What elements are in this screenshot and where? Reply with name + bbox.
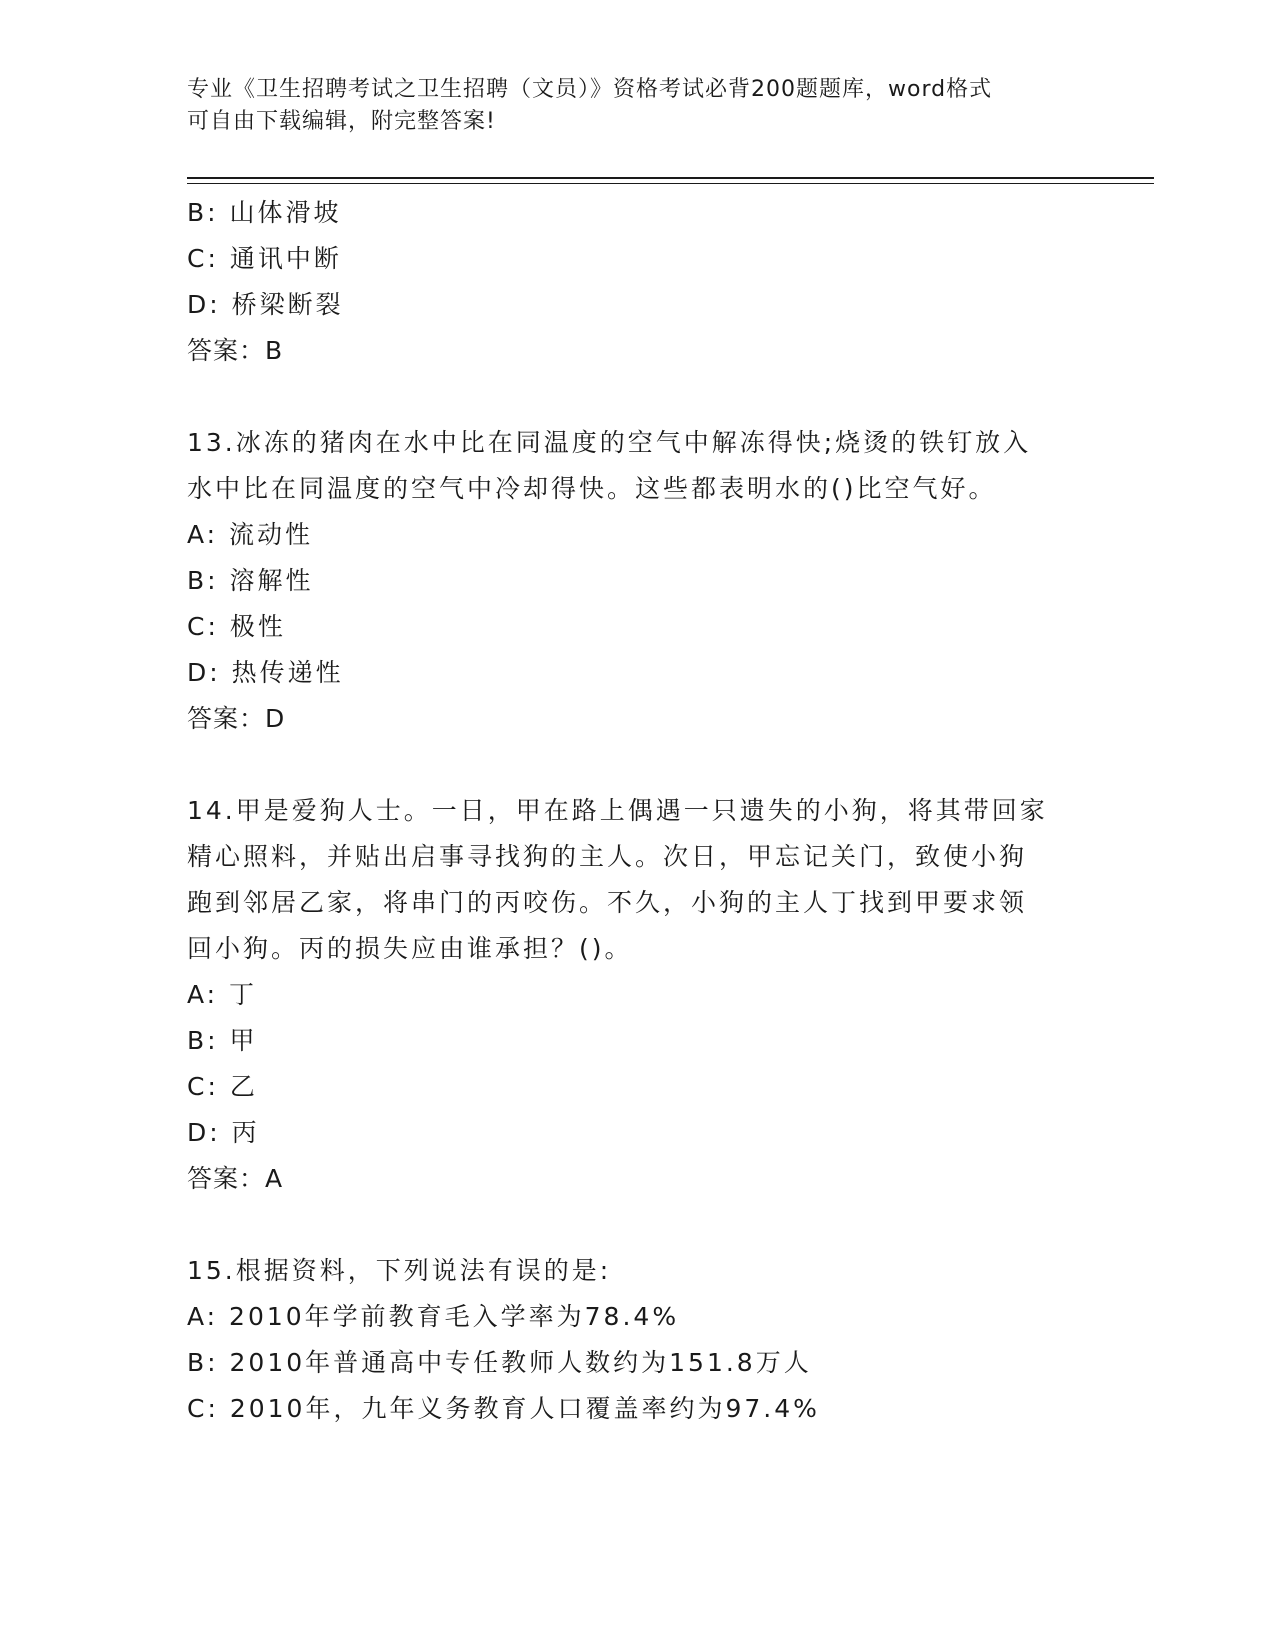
question-content <box>187 190 1087 1432</box>
option-c: C: 2010年，九年义务教育人口覆盖率约为97.4% <box>187 1394 820 1423</box>
document-header <box>187 74 1067 138</box>
answer-line: 答案：B <box>187 336 284 365</box>
question-15 <box>187 1248 1087 1432</box>
option-a: A: 丁 <box>187 980 258 1009</box>
header-line-1: 专业《卫生招聘考试之卫生招聘（文员）》资格考试必背200题题库，word格式 <box>187 77 993 102</box>
answer-line: 答案：A <box>187 1164 284 1193</box>
option-c: C: 乙 <box>187 1072 258 1101</box>
question-14 <box>187 788 1087 1202</box>
option-a: A: 2010年学前教育毛入学率为78.4% <box>187 1302 680 1331</box>
option-b: B: 山体滑坡 <box>187 198 342 227</box>
option-a: A: 流动性 <box>187 520 314 549</box>
header-line-2: 可自由下载编辑，附完整答案! <box>187 109 496 134</box>
answer-line: 答案：D <box>187 704 286 733</box>
question-13 <box>187 420 1087 742</box>
question-text-line: 精心照料，并贴出启事寻找狗的主人。次日，甲忘记关门，致使小狗 <box>187 842 1028 871</box>
question-12-tail <box>187 190 1087 374</box>
option-b: B: 2010年普通高中专任教师人数约为151.8万人 <box>187 1348 812 1377</box>
option-b: B: 甲 <box>187 1026 258 1055</box>
question-text-line: 水中比在同温度的空气中冷却得快。这些都表明水的()比空气好。 <box>187 474 997 503</box>
option-c: C: 极性 <box>187 612 286 641</box>
question-text-line: 14.甲是爱狗人士。一日，甲在路上偶遇一只遗失的小狗，将其带回家 <box>187 796 1048 825</box>
question-text-line: 13.冰冻的猪肉在水中比在同温度的空气中解冻得快;烧烫的铁钉放入 <box>187 428 1032 457</box>
header-rule-thick <box>187 177 1154 179</box>
question-text-line: 回小狗。丙的损失应由谁承担？()。 <box>187 934 633 963</box>
question-text-line: 跑到邻居乙家，将串门的丙咬伤。不久，小狗的主人丁找到甲要求领 <box>187 888 1028 917</box>
option-d: D: 热传递性 <box>187 658 344 687</box>
option-c: C: 通讯中断 <box>187 244 342 273</box>
question-text-line: 15.根据资料，下列说法有误的是: <box>187 1256 612 1285</box>
option-d: D: 桥梁断裂 <box>187 290 344 319</box>
header-rule-thin <box>187 183 1154 184</box>
option-b: B: 溶解性 <box>187 566 314 595</box>
option-d: D: 丙 <box>187 1118 260 1147</box>
